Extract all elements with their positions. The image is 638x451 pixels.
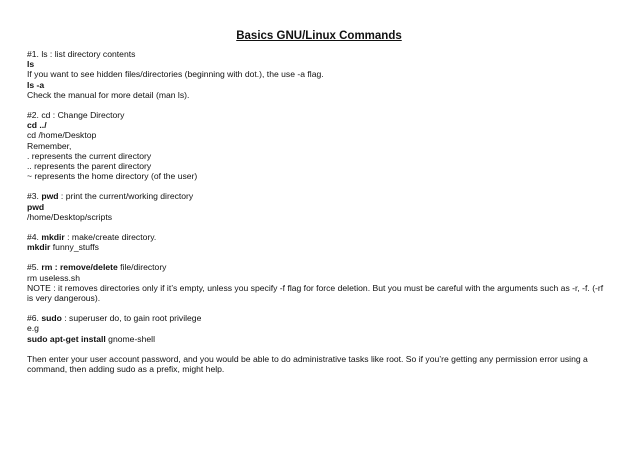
section-pwd — [27, 191, 611, 222]
section-mkdir — [27, 232, 611, 252]
section-sudo — [27, 313, 611, 344]
section-cd — [27, 110, 611, 181]
section-ls — [27, 49, 611, 100]
section-heading: #3. pwd : print the current/working directory — [27, 191, 194, 202]
body-text: . represents the current directory — [27, 150, 152, 161]
command-line: sudo apt-get install gnome-shell — [27, 333, 155, 344]
section-heading: #6. sudo : superuser do, to gain root privilege — [27, 313, 202, 324]
body-text: Check the manual for more detail (man ls). — [27, 89, 190, 100]
body-text: rm useless.sh — [27, 272, 81, 283]
command-text: ls -a — [27, 79, 45, 90]
body-text: /home/Desktop/scripts — [27, 211, 113, 222]
command-text: cd ../ — [27, 120, 47, 131]
section-heading: #1. ls : list directory contents — [27, 49, 136, 59]
note-text: NOTE : it removes directories only if it’s empty, unless you specify -f flag for force deletion. But you must be careful with the arguments such as -r, -f. (-rf is very dangerous). — [27, 282, 606, 304]
section-rm — [27, 262, 611, 303]
body-text: ~ represents the home directory (of the user) — [27, 171, 198, 182]
section-heading: #2. cd : Change Directory — [27, 110, 125, 121]
body-text: .. represents the parent directory — [27, 161, 152, 172]
command-line: mkdir funny_stuffs — [27, 242, 99, 253]
section-heading: #4. mkdir : make/create directory. — [27, 232, 157, 243]
section-closing — [27, 354, 611, 374]
command-text: pwd — [27, 201, 45, 212]
command-text: ls — [27, 59, 35, 70]
body-text: e.g — [27, 323, 39, 334]
body-text: Then enter your user account password, and you would be able to do administrative tasks like root. So if you’re getting any permission error using a command, then adding sudo as a prefix, might help. — [27, 353, 591, 375]
section-heading: #5. rm : remove/delete file/directory — [27, 262, 167, 273]
body-text: Remember, — [27, 140, 72, 151]
body-text: If you want to see hidden files/directories (beginning with dot.), the use -a flag. — [27, 69, 324, 80]
page-title: Basics GNU/Linux Commands — [236, 30, 402, 42]
body-text: cd /home/Desktop — [27, 130, 97, 141]
